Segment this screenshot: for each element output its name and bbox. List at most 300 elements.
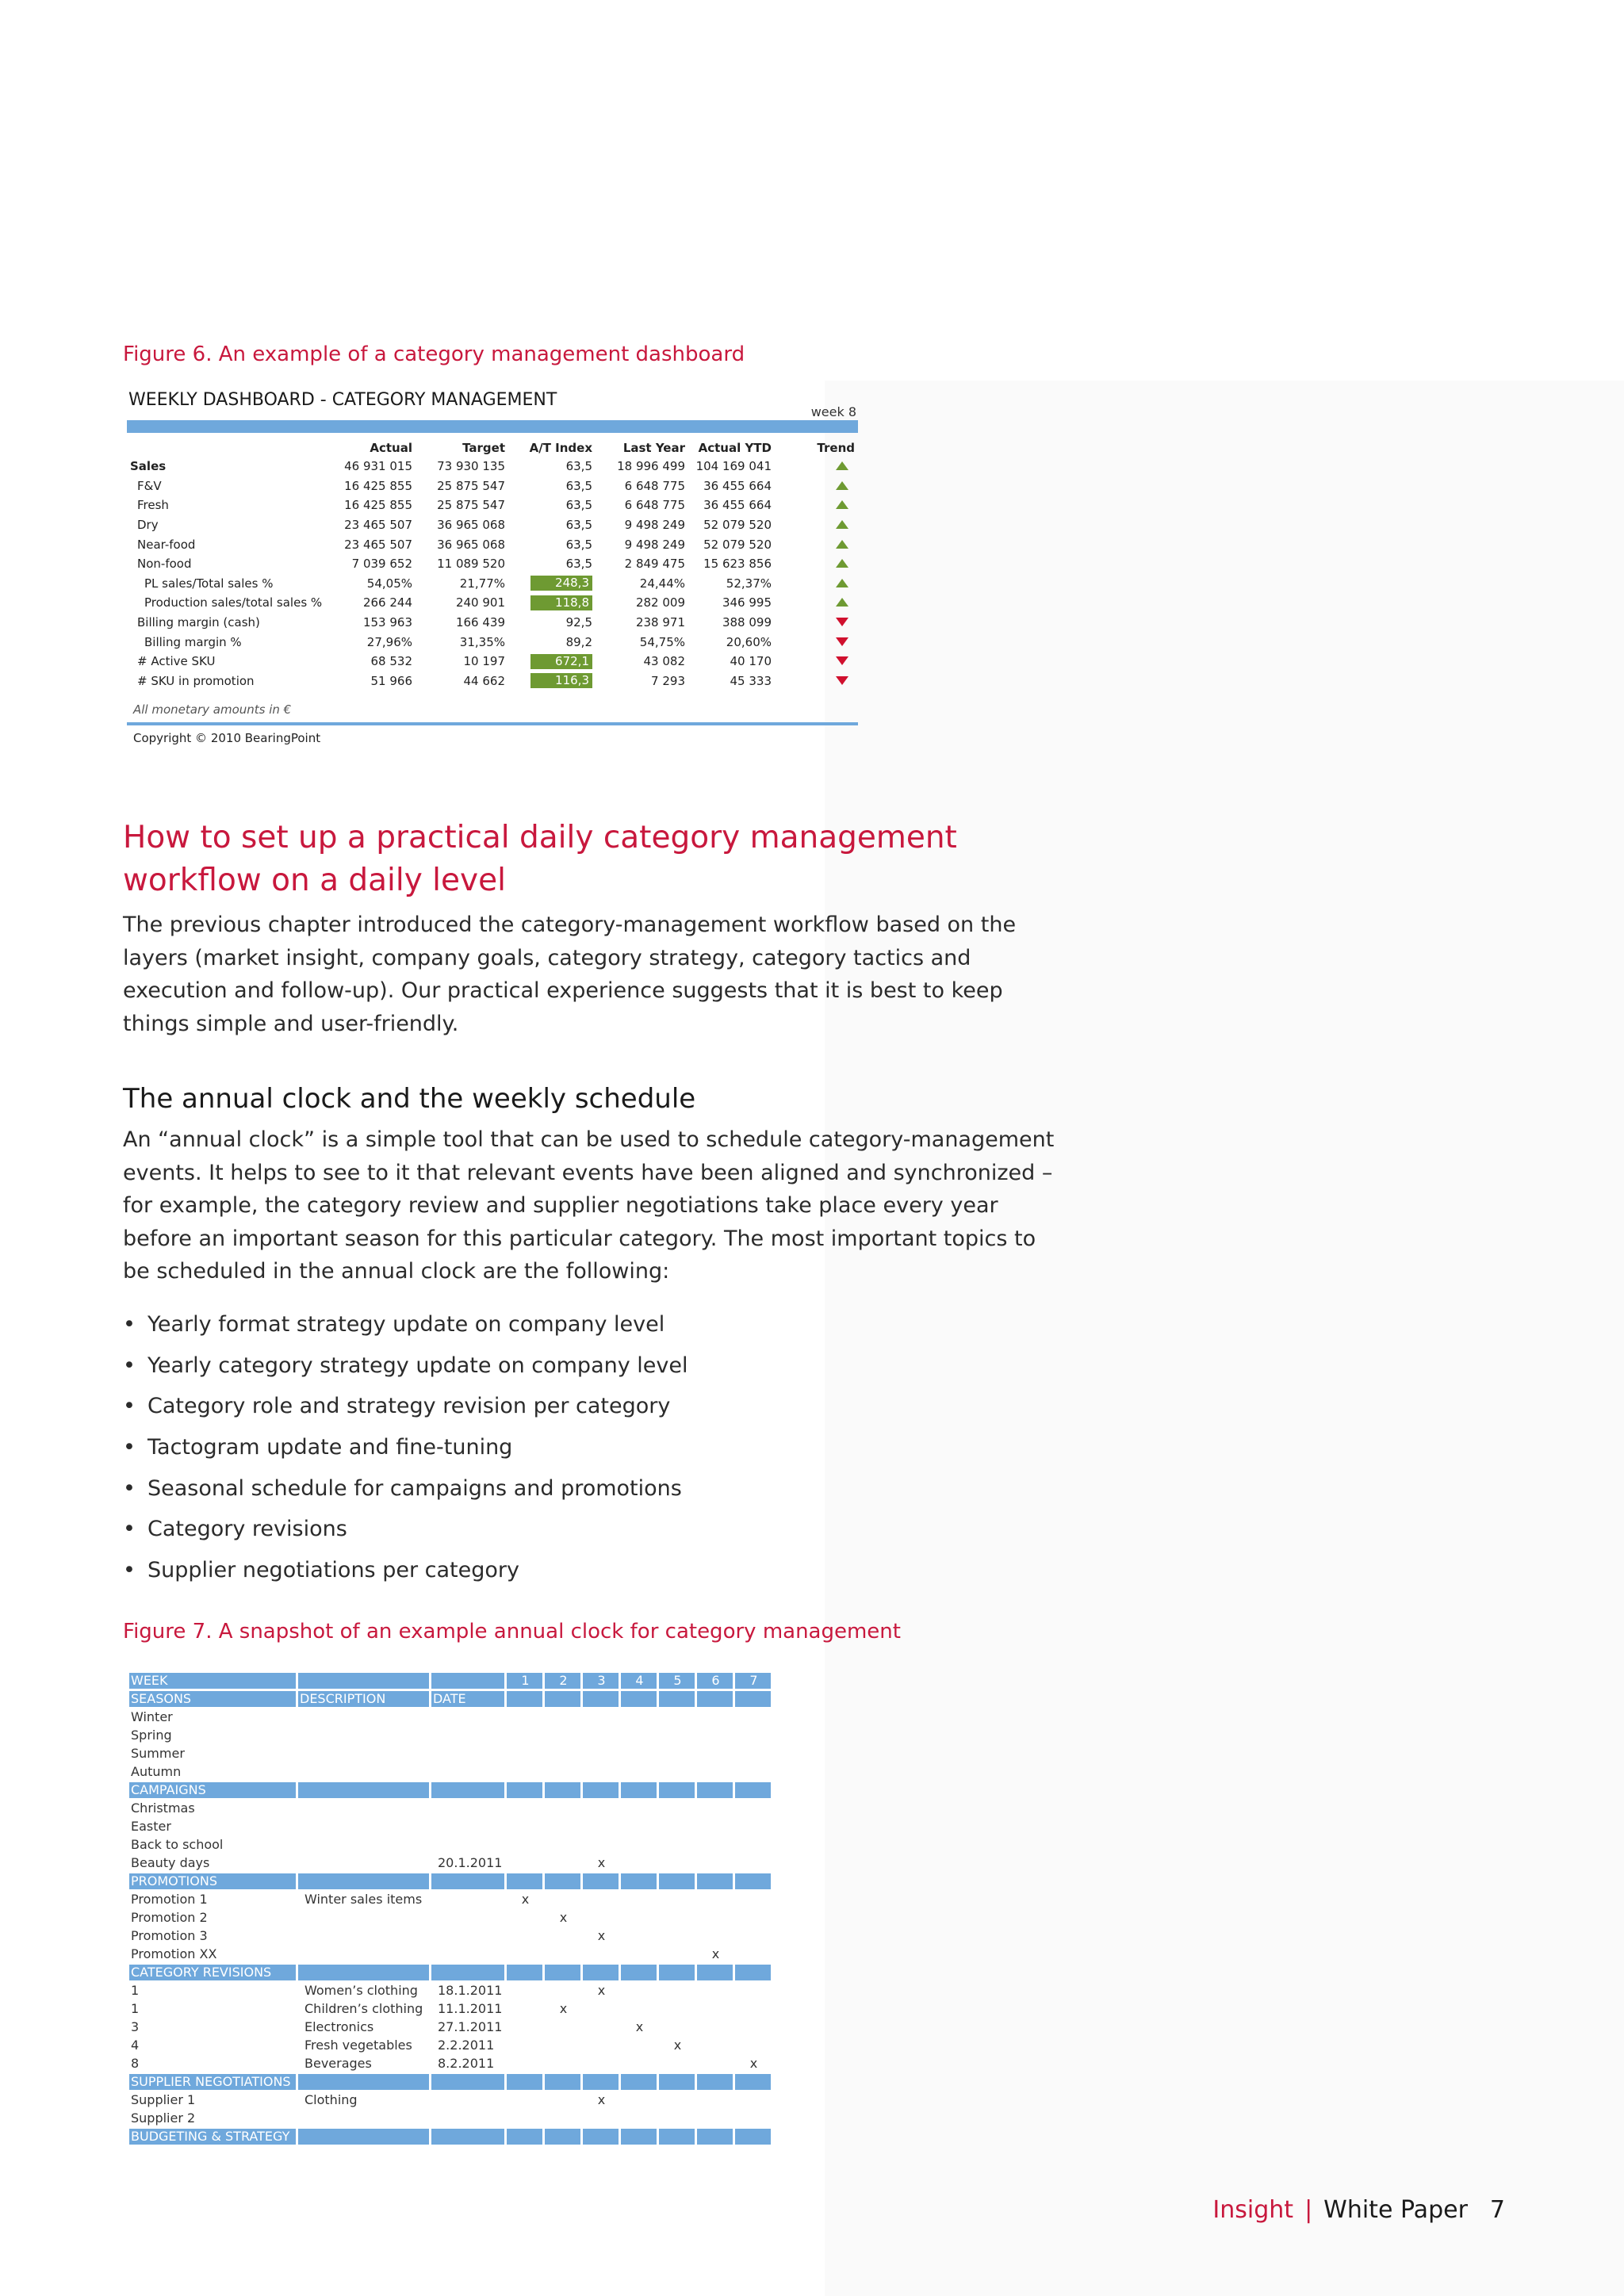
header-cell xyxy=(583,1691,619,1707)
week-mark xyxy=(507,1764,542,1780)
header-cell xyxy=(659,1965,695,1980)
week-mark xyxy=(583,1709,619,1725)
week-mark xyxy=(621,2056,657,2072)
cell-target: 166 439 xyxy=(455,615,505,630)
cell-last-year: 282 009 xyxy=(635,595,685,610)
row-label: # SKU in promotion xyxy=(137,673,255,688)
header-cell xyxy=(507,2129,542,2145)
cell-last-year: 6 648 775 xyxy=(624,478,685,493)
table-row xyxy=(129,1837,771,1853)
week-mark xyxy=(583,2038,619,2053)
list-item xyxy=(123,1435,688,1476)
week-mark xyxy=(507,2019,542,2035)
week-mark xyxy=(659,1764,695,1780)
row-description xyxy=(298,1837,429,1853)
week-mark xyxy=(659,1928,695,1944)
week-mark xyxy=(545,1709,580,1725)
cell-actual: 46 931 015 xyxy=(344,459,412,474)
table-row xyxy=(129,1946,771,1962)
header-cell xyxy=(697,2129,733,2145)
week-mark xyxy=(621,1892,657,1908)
trend-down-icon xyxy=(836,637,848,646)
dashboard-row xyxy=(127,574,858,594)
dashboard-bottom-bar xyxy=(127,722,858,725)
trend-up-icon xyxy=(836,540,848,549)
dashboard-row xyxy=(127,632,858,652)
bullet-icon: • xyxy=(123,1558,136,1583)
week-mark xyxy=(545,1946,580,1962)
week-mark xyxy=(621,2038,657,2053)
row-label: Billing margin % xyxy=(144,634,242,649)
header-cell xyxy=(507,2074,542,2090)
header-cell xyxy=(507,1873,542,1889)
week-mark: x xyxy=(597,1928,606,1943)
week-mark xyxy=(621,1728,657,1743)
cell-target: 11 089 520 xyxy=(437,557,505,572)
row-date: 27.1.2011 xyxy=(438,2019,503,2034)
cell-trend xyxy=(772,632,858,652)
cell-target: 25 875 547 xyxy=(437,498,505,513)
row-description: Fresh vegetables xyxy=(304,2038,412,2053)
dashboard-column-header: Actual YTD xyxy=(698,441,772,455)
week-label: WEEK xyxy=(129,1673,296,1689)
row-name: Winter xyxy=(131,1709,173,1724)
row-date: 2.2.2011 xyxy=(438,2038,495,2053)
week-mark xyxy=(621,2092,657,2108)
dashboard-row xyxy=(127,672,858,691)
cell-ytd: 52 079 520 xyxy=(703,518,772,533)
row-name: Christmas xyxy=(131,1800,195,1816)
row-description: Electronics xyxy=(304,2019,374,2034)
week-mark xyxy=(735,1800,771,1816)
row-date: 8.2.2011 xyxy=(438,2056,495,2071)
week-mark xyxy=(545,1855,580,1871)
week-mark: x xyxy=(597,2092,606,2107)
week-mark xyxy=(507,2001,542,2017)
table-row xyxy=(129,1800,771,1816)
row-description: Children’s clothing xyxy=(304,2001,423,2016)
trend-up-icon xyxy=(836,461,848,470)
row-label: Production sales/total sales % xyxy=(144,595,323,610)
week-mark: x xyxy=(749,2056,758,2071)
list-item xyxy=(123,1476,688,1517)
dashboard-copyright: Copyright © 2010 BearingPoint xyxy=(133,731,321,745)
row-date xyxy=(431,1746,504,1762)
week-mark xyxy=(583,1946,619,1962)
row-name: 3 xyxy=(131,2019,140,2034)
row-description: Clothing xyxy=(304,2092,358,2107)
week-mark xyxy=(583,1819,619,1835)
index-value: 63,5 xyxy=(565,459,592,474)
header-cell xyxy=(659,1873,695,1889)
week-mark xyxy=(545,2038,580,2053)
row-date xyxy=(431,1728,504,1743)
week-mark xyxy=(735,1892,771,1908)
week-mark xyxy=(659,1910,695,1926)
cell-actual: 7 039 652 xyxy=(351,557,412,572)
cell-last-year: 18 996 499 xyxy=(617,459,685,474)
body-paragraph: An “annual clock” is a simple tool that can be used to schedule category-management events. It helps to see to it that relevant events have been aligned and synchronized – for example, the category review and supplier negotiations take place every year before an important season for this particular category. The most important topics to be scheduled in the annual clock are the following: xyxy=(123,1127,1055,1284)
cell-target: 240 901 xyxy=(455,595,505,610)
intro-paragraph: The previous chapter introduced the category-management workflow based on the layers (market insight, company goals, category strategy, category tactics and execution and follow-up). Our practical experience suggests that it is best to keep things simple and user-friendly. xyxy=(123,913,1017,1036)
dashboard-table xyxy=(127,439,858,691)
week-mark xyxy=(545,2056,580,2072)
cell-actual: 16 425 855 xyxy=(344,478,412,493)
week-mark xyxy=(545,1728,580,1743)
week-mark xyxy=(735,2110,771,2126)
week-mark xyxy=(583,1728,619,1743)
week-mark xyxy=(697,2056,733,2072)
week-mark xyxy=(621,1928,657,1944)
cell-index xyxy=(505,534,592,554)
header-cell xyxy=(621,2129,657,2145)
week-mark xyxy=(659,1892,695,1908)
row-label: # Active SKU xyxy=(137,654,216,669)
row-date xyxy=(431,1837,504,1853)
trend-down-icon xyxy=(836,656,848,665)
row-name: Spring xyxy=(131,1728,172,1743)
cell-trend xyxy=(772,476,858,496)
cell-index xyxy=(505,593,592,613)
cell-last-year: 6 648 775 xyxy=(624,498,685,513)
row-description xyxy=(298,1800,429,1816)
week-mark xyxy=(545,1764,580,1780)
header-cell xyxy=(545,2074,580,2090)
week-mark xyxy=(583,2110,619,2126)
cell-trend xyxy=(772,496,858,515)
dashboard-title: WEEKLY DASHBOARD - CATEGORY MANAGEMENT xyxy=(128,390,557,410)
week-mark xyxy=(697,1892,733,1908)
row-name: Easter xyxy=(131,1819,171,1834)
bullet-icon: • xyxy=(123,1435,136,1460)
dashboard-row xyxy=(127,652,858,672)
cell-index xyxy=(505,613,592,633)
table-row xyxy=(129,1728,771,1743)
week-mark xyxy=(659,1855,695,1871)
week-mark xyxy=(735,1910,771,1926)
header-cell xyxy=(545,1782,580,1798)
bullet-icon: • xyxy=(123,1353,136,1378)
table-row xyxy=(129,2019,771,2035)
row-date xyxy=(431,1892,504,1908)
cell-target: 10 197 xyxy=(463,654,505,669)
week-mark xyxy=(545,1892,580,1908)
cell-trend xyxy=(772,613,858,633)
row-name: Summer xyxy=(131,1746,185,1761)
dashboard-row xyxy=(127,554,858,574)
week-mark xyxy=(507,2056,542,2072)
description-header: DESCRIPTION xyxy=(298,1691,429,1707)
week-mark: x xyxy=(635,2019,644,2034)
section-header-row xyxy=(129,1782,771,1798)
week-mark xyxy=(583,1746,619,1762)
bullet-icon: • xyxy=(123,1394,136,1419)
annual-clock-table xyxy=(127,1670,773,2147)
row-description: Women’s clothing xyxy=(304,1983,418,1998)
index-value: 248,3 xyxy=(530,576,592,591)
row-name: 8 xyxy=(131,2056,140,2071)
week-mark xyxy=(621,1837,657,1853)
cell-index xyxy=(505,457,592,476)
table-row xyxy=(129,1983,771,1999)
date-header: DATE xyxy=(431,1691,504,1707)
week-mark xyxy=(507,1728,542,1743)
header-cell xyxy=(431,1673,504,1689)
week-mark xyxy=(507,1746,542,1762)
cell-target: 73 930 135 xyxy=(437,459,505,474)
cell-last-year: 238 971 xyxy=(635,615,685,630)
week-mark xyxy=(697,1983,733,1999)
week-mark xyxy=(735,2019,771,2035)
week-mark xyxy=(735,1837,771,1853)
dashboard-row xyxy=(127,613,858,633)
row-description xyxy=(298,1819,429,1835)
row-label: Near-food xyxy=(137,537,196,552)
cell-actual: 51 966 xyxy=(370,673,412,688)
header-cell xyxy=(545,2129,580,2145)
cell-ytd: 15 623 856 xyxy=(703,557,772,572)
table-row xyxy=(129,2110,771,2126)
row-description xyxy=(298,1764,429,1780)
section-header-row xyxy=(129,1691,771,1707)
dashboard-row xyxy=(127,476,858,496)
cell-actual: 16 425 855 xyxy=(344,498,412,513)
week-mark xyxy=(507,1946,542,1962)
week-mark xyxy=(583,2001,619,2017)
row-date xyxy=(431,1928,504,1944)
week-mark xyxy=(697,1709,733,1725)
cell-actual: 68 532 xyxy=(370,654,412,669)
week-mark xyxy=(621,1819,657,1835)
week-mark xyxy=(621,1709,657,1725)
week-mark xyxy=(507,1819,542,1835)
week-mark: x xyxy=(597,1855,606,1870)
row-description: Beverages xyxy=(304,2056,372,2071)
index-value: 63,5 xyxy=(565,518,592,533)
week-mark xyxy=(659,2092,695,2108)
dashboard-header-row xyxy=(127,439,858,457)
table-row xyxy=(129,1855,771,1871)
table-row xyxy=(129,1819,771,1835)
trend-up-icon xyxy=(836,481,848,490)
list-item xyxy=(123,1558,688,1599)
table-row xyxy=(129,2056,771,2072)
subheading: The annual clock and the weekly schedule xyxy=(123,1083,696,1115)
table-row xyxy=(129,1892,771,1908)
row-date xyxy=(431,2110,504,2126)
trend-up-icon xyxy=(836,598,848,607)
table-row xyxy=(129,2038,771,2053)
week-mark xyxy=(583,2056,619,2072)
section-title: PROMOTIONS xyxy=(129,1873,296,1889)
header-cell xyxy=(621,1782,657,1798)
week-mark xyxy=(735,1728,771,1743)
week-mark xyxy=(697,1928,733,1944)
header-cell xyxy=(659,2074,695,2090)
row-date xyxy=(431,1910,504,1926)
section-header-row xyxy=(129,2129,771,2145)
trend-up-icon xyxy=(836,579,848,587)
row-label: Dry xyxy=(137,518,159,533)
background-panel xyxy=(825,381,1624,2296)
week-mark xyxy=(545,1819,580,1835)
week-mark xyxy=(545,2092,580,2108)
week-mark xyxy=(735,1855,771,1871)
table-row xyxy=(129,1746,771,1762)
week-mark xyxy=(659,1746,695,1762)
week-mark xyxy=(697,1728,733,1743)
week-mark xyxy=(545,1800,580,1816)
week-mark xyxy=(697,1800,733,1816)
page-footer xyxy=(1212,2196,1505,2224)
header-cell xyxy=(735,1691,771,1707)
row-description xyxy=(298,1928,429,1944)
row-date xyxy=(431,2092,504,2108)
cell-trend xyxy=(772,554,858,574)
row-description xyxy=(298,1728,429,1743)
list-item-text: Seasonal schedule for campaigns and promotions xyxy=(147,1475,682,1501)
cell-last-year: 43 082 xyxy=(643,654,685,669)
week-mark xyxy=(697,1764,733,1780)
header-cell xyxy=(583,1873,619,1889)
week-mark xyxy=(735,1709,771,1725)
header-cell xyxy=(697,1965,733,1980)
list-item-text: Yearly format strategy update on company level xyxy=(147,1312,665,1337)
week-mark xyxy=(659,1837,695,1853)
week-mark xyxy=(697,1855,733,1871)
week-mark xyxy=(507,2038,542,2053)
week-number: 3 xyxy=(583,1673,619,1689)
trend-down-icon xyxy=(836,618,848,626)
cell-ytd: 388 099 xyxy=(722,615,772,630)
cell-index xyxy=(505,632,592,652)
row-label: Fresh xyxy=(137,498,169,513)
dashboard-row xyxy=(127,496,858,515)
cell-index xyxy=(505,652,592,672)
header-cell xyxy=(697,1782,733,1798)
week-mark xyxy=(659,1819,695,1835)
week-mark xyxy=(507,1837,542,1853)
index-value: 89,2 xyxy=(565,634,592,649)
cell-target: 44 662 xyxy=(463,673,505,688)
row-label: F&V xyxy=(137,478,162,493)
row-description xyxy=(298,1910,429,1926)
index-value: 118,8 xyxy=(530,595,592,610)
cell-actual: 23 465 507 xyxy=(344,537,412,552)
index-value: 63,5 xyxy=(565,498,592,513)
week-mark xyxy=(583,1892,619,1908)
index-value: 116,3 xyxy=(530,673,592,688)
dashboard-column-header: Actual xyxy=(370,441,412,455)
cell-ytd: 20,60% xyxy=(726,634,772,649)
cell-last-year: 9 498 249 xyxy=(624,537,685,552)
week-mark xyxy=(545,1928,580,1944)
header-cell xyxy=(659,2129,695,2145)
footer-brand: Insight xyxy=(1212,2196,1294,2224)
header-cell xyxy=(735,1782,771,1798)
cell-index xyxy=(505,515,592,535)
dashboard-row xyxy=(127,593,858,613)
list-item-text: Category revisions xyxy=(147,1517,347,1542)
header-cell xyxy=(583,1782,619,1798)
row-name: 1 xyxy=(131,2001,140,2016)
row-description xyxy=(298,1709,429,1725)
header-cell xyxy=(697,1691,733,1707)
cell-index xyxy=(505,554,592,574)
dashboard-column-header: Target xyxy=(462,441,505,455)
week-mark xyxy=(659,2056,695,2072)
row-label: Billing margin (cash) xyxy=(137,615,260,630)
header-cell xyxy=(298,1782,429,1798)
header-cell xyxy=(298,2129,429,2145)
cell-trend xyxy=(772,593,858,613)
cell-target: 25 875 547 xyxy=(437,478,505,493)
cell-index xyxy=(505,496,592,515)
section-header-row xyxy=(129,2074,771,2090)
week-number: 6 xyxy=(697,1673,733,1689)
row-label: Sales xyxy=(130,459,167,474)
week-number: 5 xyxy=(659,1673,695,1689)
trend-up-icon xyxy=(836,520,848,529)
header-cell xyxy=(735,2129,771,2145)
list-item xyxy=(123,1517,688,1558)
page-number: 7 xyxy=(1489,2196,1505,2224)
topics-list xyxy=(123,1312,688,1599)
cell-index xyxy=(505,672,592,691)
week-mark xyxy=(545,2019,580,2035)
week-mark xyxy=(697,1746,733,1762)
row-date xyxy=(431,1819,504,1835)
week-mark xyxy=(545,2110,580,2126)
header-cell xyxy=(659,1782,695,1798)
week-mark xyxy=(583,1910,619,1926)
row-description xyxy=(298,1855,429,1871)
week-mark xyxy=(697,1910,733,1926)
section-title: SEASONS xyxy=(129,1691,296,1707)
cell-ytd: 36 455 664 xyxy=(703,478,772,493)
week-mark xyxy=(735,1946,771,1962)
week-mark xyxy=(735,2092,771,2108)
row-name: Promotion 3 xyxy=(131,1928,208,1943)
dashboard-column-header xyxy=(127,439,331,457)
row-name: Promotion XX xyxy=(131,1946,217,1961)
list-item xyxy=(123,1312,688,1353)
index-value: 672,1 xyxy=(530,654,592,669)
week-mark xyxy=(621,2110,657,2126)
week-mark xyxy=(659,2001,695,2017)
week-mark xyxy=(621,1855,657,1871)
index-value: 63,5 xyxy=(565,478,592,493)
week-number: 1 xyxy=(507,1673,542,1689)
header-cell xyxy=(621,1873,657,1889)
week-mark xyxy=(621,1764,657,1780)
header-cell xyxy=(735,1965,771,1980)
week-mark xyxy=(621,1910,657,1926)
header-cell xyxy=(298,1673,429,1689)
week-mark xyxy=(545,1746,580,1762)
week-mark xyxy=(735,1746,771,1762)
trend-down-icon xyxy=(836,676,848,685)
cell-trend xyxy=(772,515,858,535)
week-mark: x xyxy=(559,2001,568,2016)
cell-trend xyxy=(772,652,858,672)
header-cell xyxy=(431,1873,504,1889)
footer-label: White Paper xyxy=(1323,2196,1468,2224)
cell-ytd: 45 333 xyxy=(730,673,772,688)
cell-ytd: 346 995 xyxy=(722,595,772,610)
cell-actual: 266 244 xyxy=(362,595,412,610)
row-name: Back to school xyxy=(131,1837,224,1852)
